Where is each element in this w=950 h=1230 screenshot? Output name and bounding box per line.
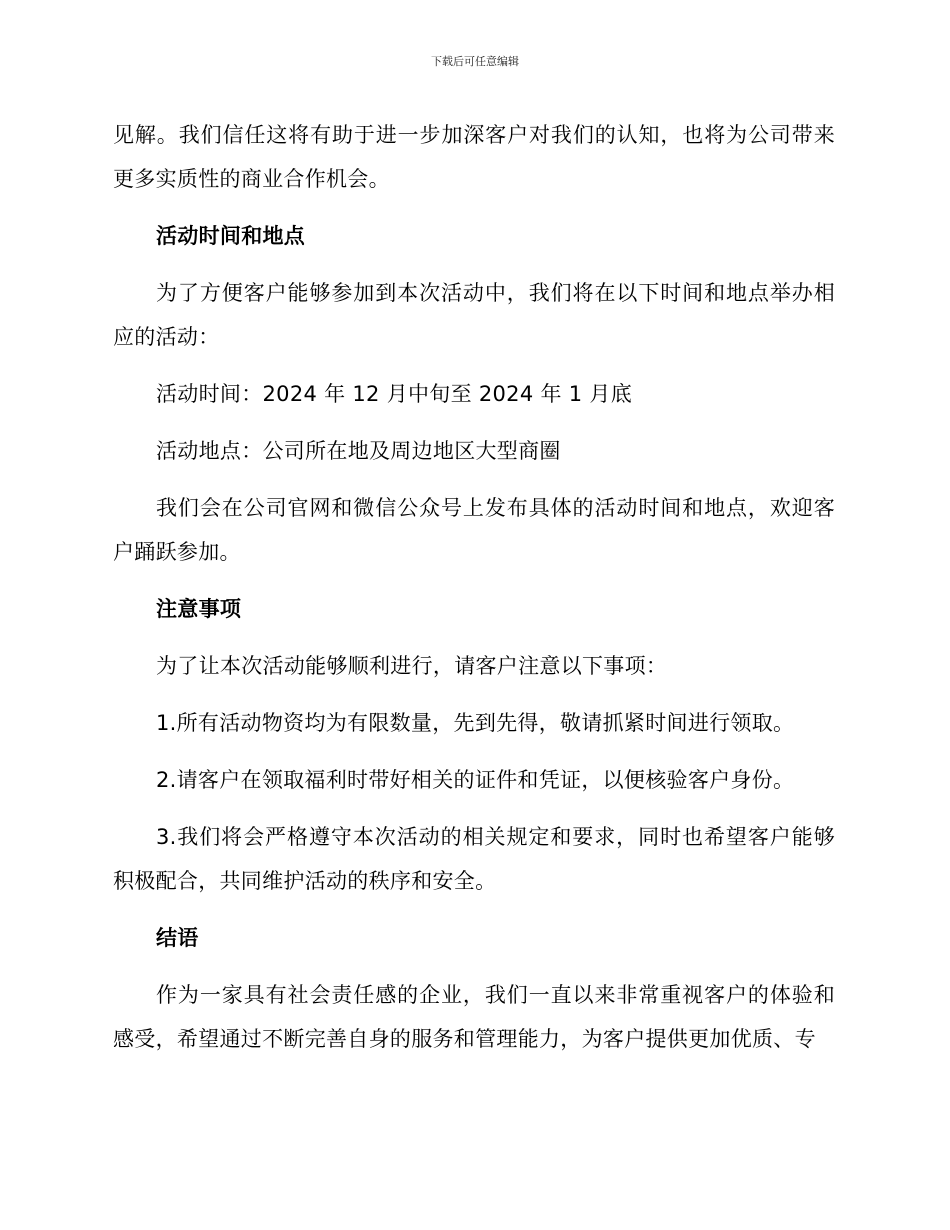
paragraph-conclusion: 作为一家具有社会责任感的企业，我们一直以来非常重视客户的体验和感受，希望通过不断完善自身的服务和管理能力，为客户提供更加优质、专 bbox=[113, 983, 835, 1051]
paragraph-time-location-intro: 为了方便客户能够参加到本次活动中，我们将在以下时间和地点举办相应的活动： bbox=[113, 281, 835, 349]
paragraph-note-1: 1.所有活动物资均为有限数量，先到先得，敬请抓紧时间进行领取。 bbox=[156, 711, 795, 735]
section-heading-notes: 注意事项 bbox=[156, 597, 242, 621]
section-heading-time-location: 活动时间和地点 bbox=[156, 224, 306, 248]
section-heading-conclusion: 结语 bbox=[156, 926, 199, 950]
paragraph-note-2: 2.请客户在领取福利时带好相关的证件和凭证，以便核验客户身份。 bbox=[156, 768, 795, 792]
paragraph-event-location: 活动地点：公司所在地及周边地区大型商圈 bbox=[156, 439, 561, 463]
paragraph-note-3: 3.我们将会严格遵守本次活动的相关规定和要求，同时也希望客户能够积极配合，共同维护活动的秩序和安全。 bbox=[113, 825, 835, 893]
page-header: 下载后可任意编辑 bbox=[431, 55, 519, 68]
paragraph-notes-intro: 为了让本次活动能够顺利进行，请客户注意以下事项： bbox=[156, 654, 668, 678]
document-body bbox=[113, 113, 835, 1074]
paragraph-event-time: 活动时间：2024 年 12 月中旬至 2024 年 1 月底 bbox=[156, 382, 632, 406]
paragraph-intro-continuation: 见解。我们信任这将有助于进一步加深客户对我们的认知，也将为公司带来更多实质性的商业合作机会。 bbox=[113, 123, 835, 191]
paragraph-publish-notice: 我们会在公司官网和微信公众号上发布具体的活动时间和地点，欢迎客户踊跃参加。 bbox=[113, 496, 835, 564]
